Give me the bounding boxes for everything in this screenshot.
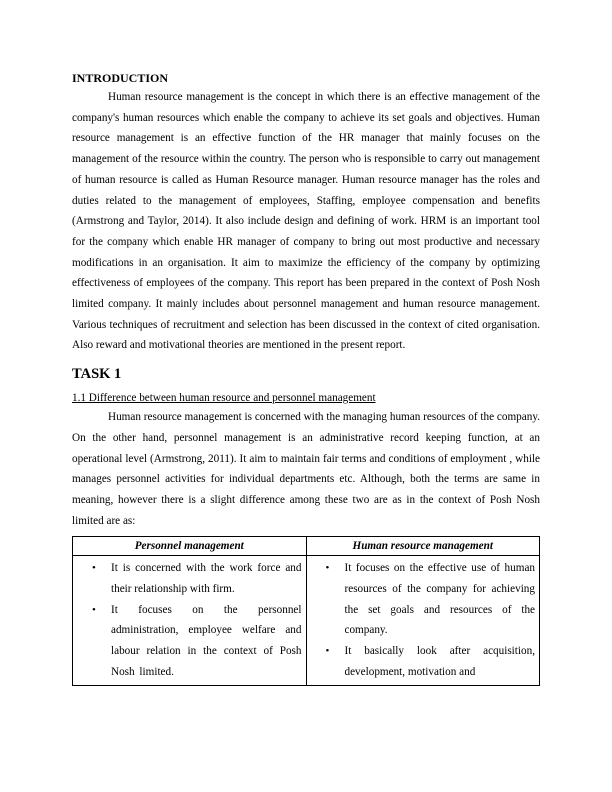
list-item: • It basically look after acquisition, development, motivation and [345,641,536,682]
introduction-heading: INTRODUCTION [72,71,169,85]
section-1-1-text: Human resource management is concerned with the managing human resources of the company. On the other hand, personnel management is an administrative record keeping function, at an operational level (Armstrong, 2011). It aim to maintain fair terms and conditions of employment , while manages personnel activities for individual departments etc. Although, both the terms are same in meaning, however there is a slight difference among these two are as in the context of Posh Nosh limited are as: [72,411,540,527]
introduction-paragraph [72,87,540,356]
table-header-row [73,537,540,556]
introduction-text: Human resource management is the concept in which there is an effective management of the company's human resources which enable the company to achieve its set goals and objectives. Human resource management is an effective function of the HR manager that mainly focuses on the management of the resource within the country. The person who is responsible to carry out management of human resource is called as Human Resource manager. Human resource manager has the roles and duties related to the management of employees, Staffing, employee compensation and benefits (Armstrong and Taylor, 2014). It also include design and defining of work. HRM is an important tool for the company which enable HR manager of company to bring out most productive and necessary modifications in an organisation. It aim to maximize the efficiency of the company by optimizing effectiveness of employees of the company. This report has been prepared in the context of Posh Nosh limited company. It mainly includes about personnel management and human resource management. Various techniques of recruitment and selection has been discussed in the context of cited organisation. Also reward and motivational theories are mentioned in the present report. [72,91,540,352]
section-1-1-paragraph [72,407,540,531]
hrm-list [311,558,536,682]
hrm-header: Human resource management [306,537,540,556]
document-page [72,70,540,686]
list-item: • It is concerned with the work force and their relationship with firm. [111,558,302,599]
personnel-management-cell [73,556,307,685]
list-item: • It focuses on the personnel administration, employee welfare and labour relation in the context of Posh Nosh limited. [111,600,302,683]
comparison-table [72,536,540,685]
personnel-management-header: Personnel management [73,537,307,556]
hrm-cell [306,556,540,685]
task-1-heading: TASK 1 [72,366,122,383]
personnel-management-list [77,558,302,682]
section-1-1-heading: 1.1 Difference between human resource and personnel management [72,392,376,405]
table-row [73,556,540,685]
list-item: • It focuses on the effective use of human resources of the company for achieving the set goals and resources of the company. [345,558,536,641]
